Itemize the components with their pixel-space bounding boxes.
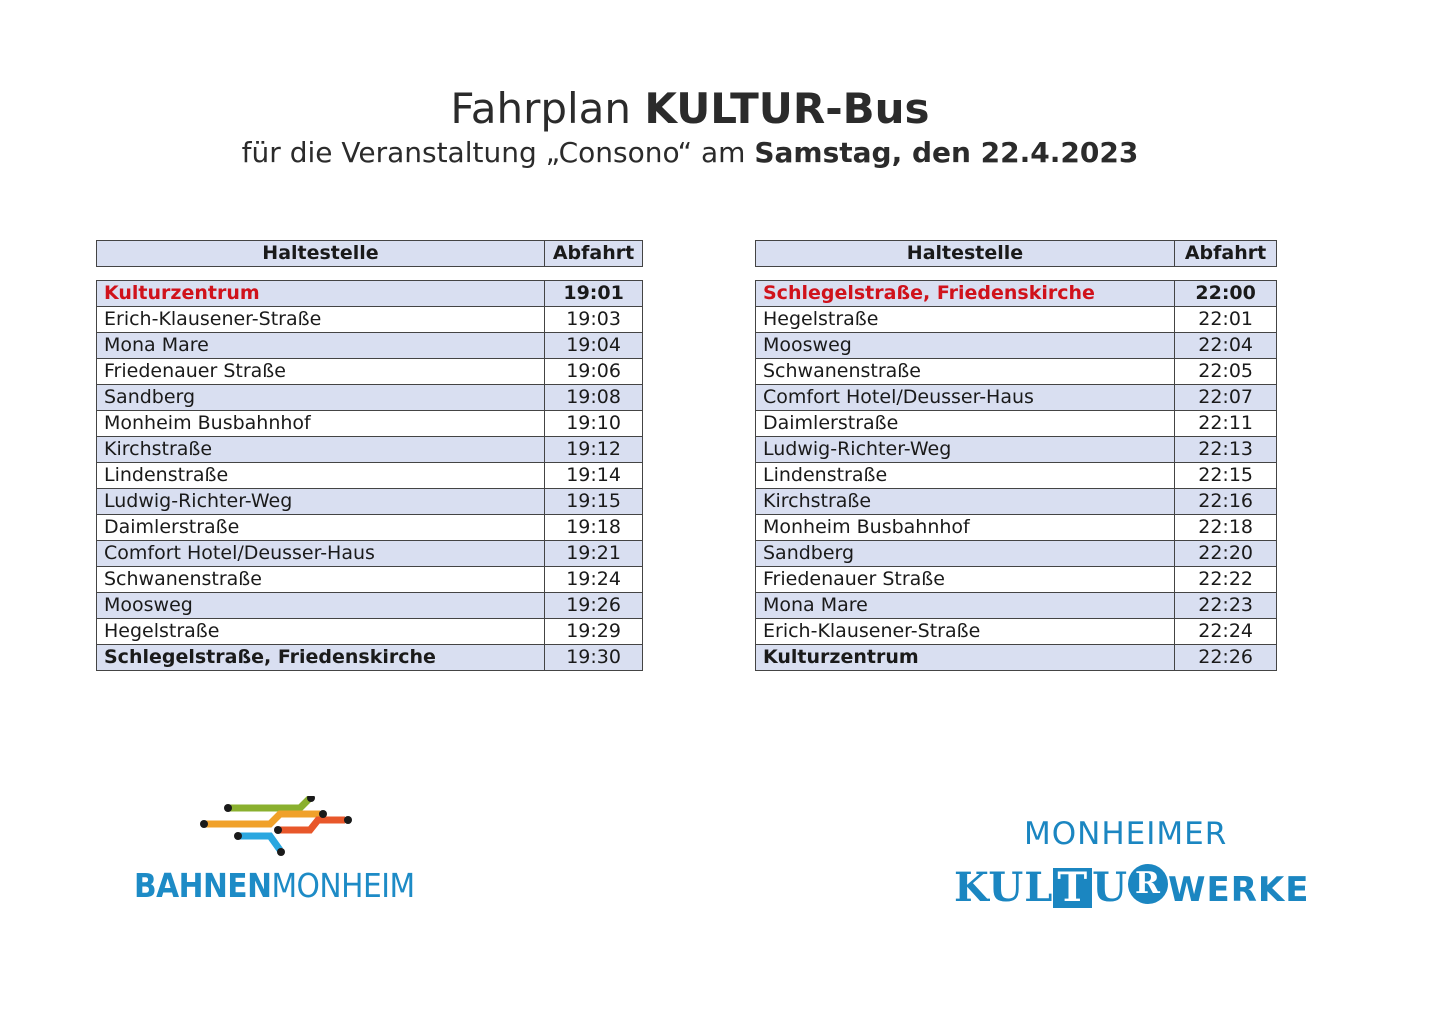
stop-name: Ludwig-Richter-Weg (97, 489, 545, 515)
table-row (756, 489, 1277, 515)
departure-time: 19:21 (545, 541, 643, 567)
stop-name: Moosweg (97, 593, 545, 619)
stop-name: Monheim Busbahnhof (97, 411, 545, 437)
table-row (756, 541, 1277, 567)
table-row (756, 411, 1277, 437)
table-row (97, 411, 643, 437)
bahnen-monheim-logo (134, 796, 434, 906)
departure-time: 19:04 (545, 333, 643, 359)
table-row (756, 515, 1277, 541)
stop-name: Schwanenstraße (97, 567, 545, 593)
table-row (97, 619, 643, 645)
table-row (97, 567, 643, 593)
table-row (97, 437, 643, 463)
stop-name: Mona Mare (756, 593, 1175, 619)
table-row (756, 385, 1277, 411)
stop-name: Schlegelstraße, Friedenskirche (97, 645, 545, 671)
column-header-stop: Haltestelle (756, 241, 1175, 267)
table-row (97, 307, 643, 333)
departure-time: 19:12 (545, 437, 643, 463)
table-row (97, 463, 643, 489)
stop-name: Monheim Busbahnhof (756, 515, 1175, 541)
departure-time: 19:14 (545, 463, 643, 489)
stop-name: Hegelstraße (97, 619, 545, 645)
stop-name: Erich-Klausener-Straße (97, 307, 545, 333)
departure-time: 22:07 (1175, 385, 1277, 411)
kulturwerke-top-word: MONHEIMER (1024, 816, 1228, 852)
stop-name: Daimlerstraße (97, 515, 545, 541)
departure-time: 19:24 (545, 567, 643, 593)
stop-name: Schlegelstraße, Friedenskirche (756, 281, 1175, 307)
departure-time: 19:26 (545, 593, 643, 619)
departure-time: 19:15 (545, 489, 643, 515)
stop-name: Kulturzentrum (756, 645, 1175, 671)
table-row (97, 593, 643, 619)
departure-time: 19:06 (545, 359, 643, 385)
stop-name: Friedenauer Straße (756, 567, 1175, 593)
column-header-departure: Abfahrt (1175, 241, 1277, 267)
departure-time: 22:18 (1175, 515, 1277, 541)
departure-time: 19:30 (545, 645, 643, 671)
departure-time: 22:01 (1175, 307, 1277, 333)
departure-time: 22:22 (1175, 567, 1277, 593)
stop-name: Daimlerstraße (756, 411, 1175, 437)
table-row (97, 489, 643, 515)
departure-time: 22:04 (1175, 333, 1277, 359)
stop-name: Lindenstraße (756, 463, 1175, 489)
table-row (756, 359, 1277, 385)
table-row (756, 463, 1277, 489)
stop-name: Lindenstraße (97, 463, 545, 489)
departure-time: 22:05 (1175, 359, 1277, 385)
stop-name: Hegelstraße (756, 307, 1175, 333)
page-subtitle: für die Veranstaltung „Consono“ am Samstag, den 22.4.2023 (241, 136, 1139, 169)
departure-time: 19:08 (545, 385, 643, 411)
table-row (756, 645, 1277, 671)
departure-time: 22:15 (1175, 463, 1277, 489)
stop-name: Kirchstraße (97, 437, 545, 463)
table-row (97, 359, 643, 385)
stop-name: Friedenauer Straße (97, 359, 545, 385)
departure-time: 22:16 (1175, 489, 1277, 515)
departure-time: 19:01 (545, 281, 643, 307)
outbound-timetable (96, 280, 643, 671)
bahnen-monheim-wordmark: BAHNENMONHEIM (134, 866, 415, 905)
kulturwerke-wordmark: KUL T U R WERKE (954, 864, 1310, 911)
departure-time: 22:26 (1175, 645, 1277, 671)
table-row (97, 541, 643, 567)
table-row (756, 567, 1277, 593)
return-timetable (755, 280, 1277, 671)
table-row (756, 281, 1277, 307)
column-header-departure: Abfahrt (545, 241, 643, 267)
stop-name: Schwanenstraße (756, 359, 1175, 385)
table-row (756, 437, 1277, 463)
departure-time: 22:24 (1175, 619, 1277, 645)
stop-name: Kulturzentrum (97, 281, 545, 307)
departure-time: 22:11 (1175, 411, 1277, 437)
monheimer-kulturwerke-logo (950, 816, 1310, 916)
stop-name: Ludwig-Richter-Weg (756, 437, 1175, 463)
stop-name: Moosweg (756, 333, 1175, 359)
departure-time: 19:18 (545, 515, 643, 541)
departure-time: 19:29 (545, 619, 643, 645)
stop-name: Kirchstraße (756, 489, 1175, 515)
page-title: Fahrplan KULTUR-Bus (450, 84, 930, 133)
stop-name: Comfort Hotel/Deusser-Haus (756, 385, 1175, 411)
table-row (97, 333, 643, 359)
departure-time: 19:03 (545, 307, 643, 333)
departure-time: 22:00 (1175, 281, 1277, 307)
departure-time: 22:20 (1175, 541, 1277, 567)
table-row (97, 281, 643, 307)
outbound-table-header (96, 240, 643, 267)
table-row (756, 593, 1277, 619)
table-row (756, 333, 1277, 359)
stop-name: Erich-Klausener-Straße (756, 619, 1175, 645)
departure-time: 22:23 (1175, 593, 1277, 619)
departure-time: 22:13 (1175, 437, 1277, 463)
table-row (756, 307, 1277, 333)
column-header-stop: Haltestelle (97, 241, 545, 267)
transit-lines-icon (200, 796, 360, 860)
stop-name: Mona Mare (97, 333, 545, 359)
table-row (97, 515, 643, 541)
table-row (97, 645, 643, 671)
table-row (756, 619, 1277, 645)
return-table-header (755, 240, 1277, 267)
stop-name: Sandberg (97, 385, 545, 411)
departure-time: 19:10 (545, 411, 643, 437)
stop-name: Comfort Hotel/Deusser-Haus (97, 541, 545, 567)
table-row (97, 385, 643, 411)
stop-name: Sandberg (756, 541, 1175, 567)
